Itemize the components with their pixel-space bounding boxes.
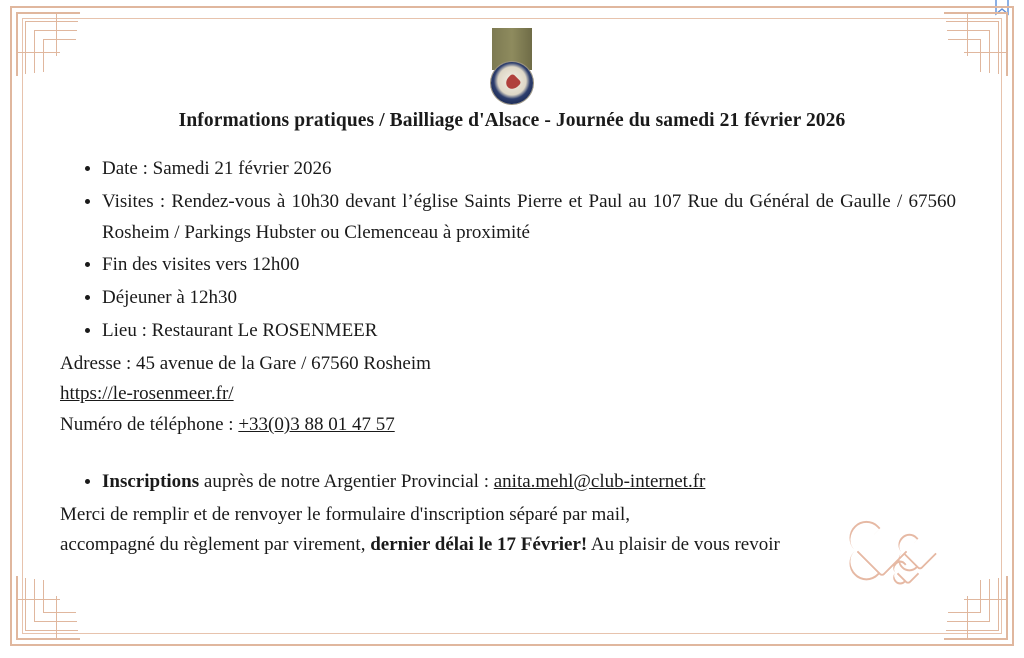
restaurant-website-line xyxy=(60,379,964,410)
list-item-registration xyxy=(102,467,964,498)
closing-line-2 xyxy=(60,530,964,561)
crest-icon xyxy=(489,28,535,104)
phone-number[interactable]: +33(0)3 88 01 47 57 xyxy=(238,414,395,436)
list-item: • Fin des visites vers 12h00 xyxy=(102,250,964,281)
closing-line-1: Merci de remplir et de renvoyer le formulaire d'inscription séparé par mail, xyxy=(60,503,631,525)
phone-label: Numéro de téléphone : xyxy=(60,414,239,436)
restaurant-phone-line xyxy=(60,410,964,441)
list-item: • Lieu : Restaurant Le ROSENMEER xyxy=(102,316,964,347)
restaurant-website-link[interactable]: https://le-rosenmeer.fr/ xyxy=(60,383,234,405)
document-content xyxy=(60,110,964,561)
registration-bold-lead: Inscriptions xyxy=(102,470,200,492)
list-item: • Déjeuner à 12h30 xyxy=(102,283,964,314)
page-title: Informations pratiques / Bailliage d'Alsace - Journée du samedi 21 février 2026 xyxy=(178,110,846,131)
registration-list xyxy=(60,467,964,498)
list-item: • Visites : Rendez-vous à 10h30 devant l’église Saints Pierre et Paul au 107 Rue du Général de Gaulle / 67560 Rosheim / Parkings Hubster ou Clemenceau à proximité xyxy=(102,187,964,249)
registration-email-link[interactable]: anita.mehl@club-internet.fr xyxy=(493,470,706,492)
list-item: • Date : Samedi 21 février 2026 xyxy=(102,154,964,185)
closing-line-2-part1: accompagné du règlement par virement, xyxy=(60,534,371,556)
deadline-text: dernier délai le 17 Février! xyxy=(370,534,588,556)
restaurant-address: Adresse : 45 avenue de la Gare / 67560 Rosheim xyxy=(60,352,431,374)
closing-line-2-part2: Au plaisir de vous revoir xyxy=(587,534,780,556)
registration-middle-text: auprès de notre Argentier Provincial : xyxy=(199,470,494,492)
practical-info-list xyxy=(60,154,964,347)
medal-icon xyxy=(491,62,533,104)
